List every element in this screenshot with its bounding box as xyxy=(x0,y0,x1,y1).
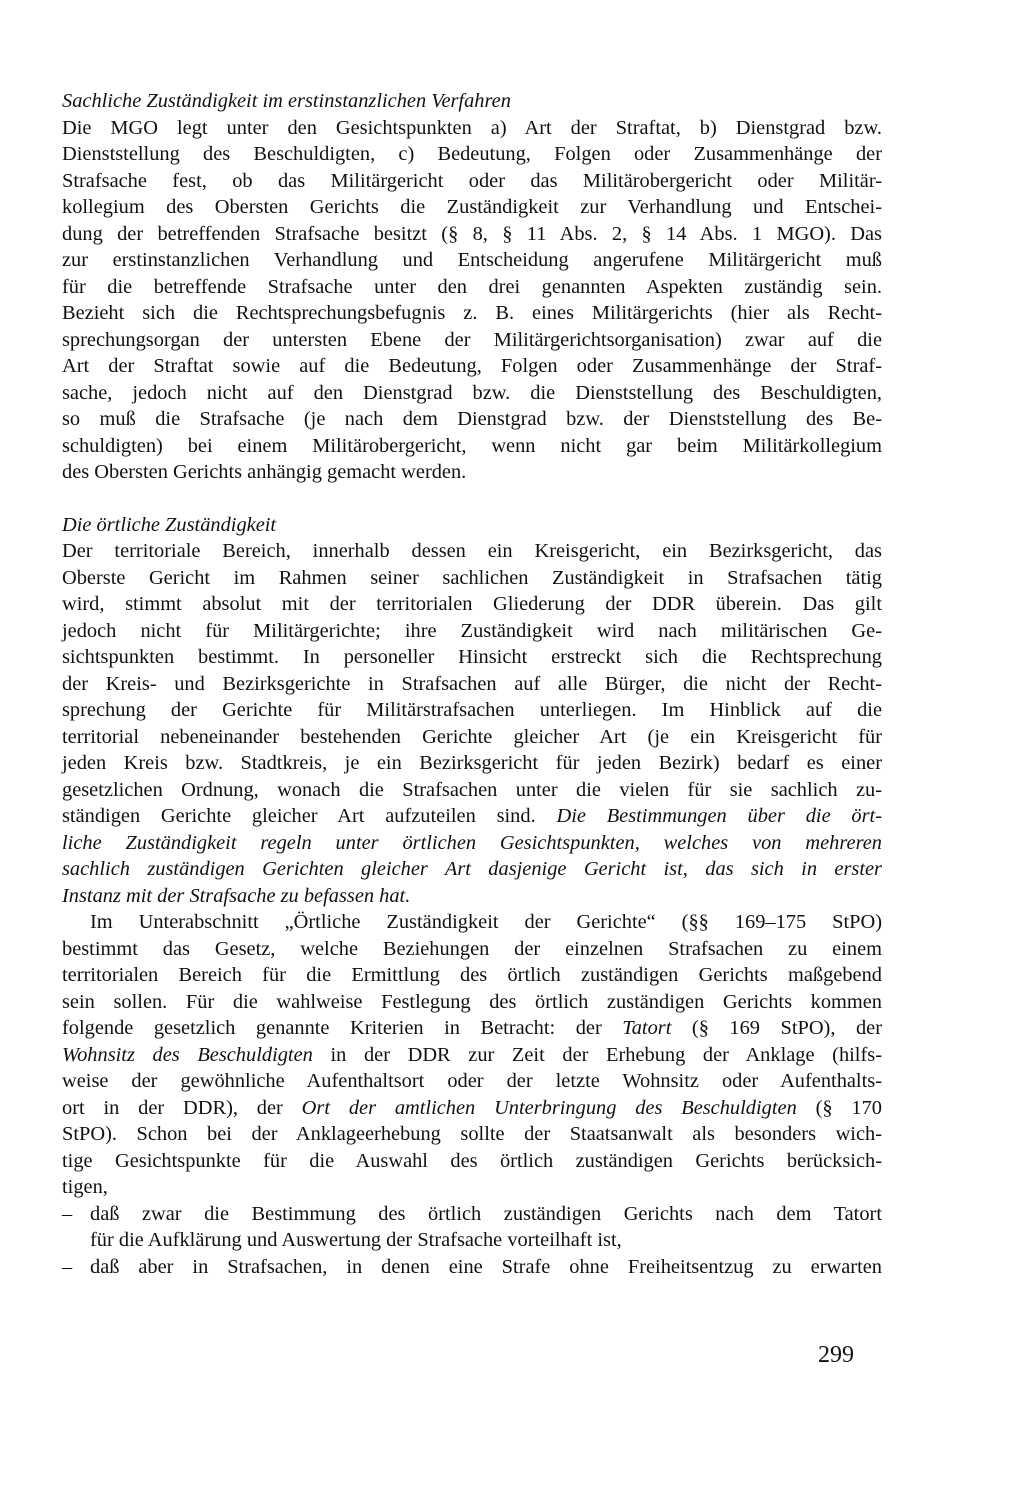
paragraph-line: territorial nebeneinander bestehenden Gerichte gleicher Art (je ein Kreisgericht für xyxy=(62,725,882,748)
paragraph-line: Strafsache fest, ob das Militärgericht oder das Militärobergericht oder Militär- xyxy=(62,169,882,192)
paragraph-line: Die MGO legt unter den Gesichtspunkten a) Art der Straftat, b) Dienstgrad bzw. xyxy=(62,116,882,139)
emphasis-text: Wohnsitz des Beschuldigten xyxy=(62,1043,313,1066)
paragraph-line: tige Gesichtspunkte für die Auswahl des örtlich zuständigen Gerichts berücksich- xyxy=(62,1149,882,1172)
paragraph-line: sprechung der Gerichte für Militärstrafsachen unterliegen. Im Hinblick auf die xyxy=(62,699,882,721)
emphasis-line: liche Zuständigkeit regeln unter örtlichen Gesichtspunkten, welches von mehreren xyxy=(62,831,882,854)
paragraph-line: sache, jedoch nicht auf den Dienstgrad bzw. die Dienststellung des Beschuldigten, xyxy=(62,381,882,404)
dash-list-item xyxy=(62,1254,882,1281)
plain-text: folgende gesetzlich genannte Kriterien in Betracht: der xyxy=(62,1017,623,1039)
page-body xyxy=(62,88,882,1280)
paragraph-line: schuldigten) bei einem Militärobergericht, wenn nicht gar beim Militärkollegium xyxy=(62,434,882,457)
section-heading-sachliche-zustaendigkeit: Sachliche Zuständigkeit im erstinstanzlichen Verfahren xyxy=(62,90,511,112)
paragraph-line: für die betreffende Strafsache unter den drei genannten Aspekten zuständig sein. xyxy=(62,275,882,298)
paragraph-line: bestimmt das Gesetz, welche Beziehungen der einzelnen Strafsachen zu einem xyxy=(62,937,882,960)
paragraph-line: sichtspunkten bestimmt. In personeller Hinsicht erstreckt sich die Rechtsprechung xyxy=(62,646,882,668)
emphasis-text: Ort der amtlichen Unterbringung des Beschuldigten xyxy=(301,1096,797,1119)
paragraph-line: jedoch nicht für Militärgerichte; ihre Zuständigkeit wird nach militärischen Ge- xyxy=(62,619,882,642)
paragraph-line: tigen, xyxy=(62,1176,108,1198)
paragraph-line: gesetzlichen Ordnung, wonach die Strafsachen unter die vielen für sie sachlich zu- xyxy=(62,778,882,801)
paragraph-line: Oberste Gericht im Rahmen seiner sachlichen Zuständigkeit in Strafsachen tätig xyxy=(62,566,882,589)
paragraph-line-mixed xyxy=(62,1015,882,1042)
plain-text: ständigen Gerichte gleicher Art aufzuteilen sind. xyxy=(62,805,557,827)
paragraph-line: dung der betreffenden Strafsache besitzt (§ 8, § 11 Abs. 2, § 14 Abs. 1 MGO). Das xyxy=(62,222,882,245)
emphasis-line: Instanz mit der Strafsache zu befassen hat. xyxy=(62,884,411,907)
section-heading-oertliche-zustaendigkeit: Die örtliche Zuständigkeit xyxy=(62,513,277,536)
list-item-text: daß aber in Strafsachen, in denen eine Strafe ohne Freiheitsentzug zu erwarten xyxy=(90,1255,882,1278)
paragraph-line: so muß die Strafsache (je nach dem Dienstgrad bzw. der Dienststellung des Be- xyxy=(62,408,882,430)
emphasis-line: sachlich zuständigen Gerichten gleicher Art dasjenige Gericht ist, das sich in erster xyxy=(62,858,882,880)
paragraph-line: zur erstinstanzlichen Verhandlung und Entscheidung angerufene Militärgericht muß xyxy=(62,249,882,271)
paragraph-line: Der territoriale Bereich, innerhalb dessen ein Kreisgericht, ein Bezirksgericht, das xyxy=(62,540,882,562)
list-item-text: daß zwar die Bestimmung des örtlich zuständigen Gerichts nach dem Tatort xyxy=(90,1202,882,1225)
list-item-continuation: für die Aufklärung und Auswertung der Strafsache vorteilhaft ist, xyxy=(90,1229,622,1251)
plain-text: (§ 170 xyxy=(796,1096,882,1119)
page-number: 299 xyxy=(818,1342,854,1368)
paragraph-line: Dienststellung des Beschuldigten, c) Bedeutung, Folgen oder Zusammenhänge der xyxy=(62,143,882,165)
emphasis-text: Tatort xyxy=(622,1017,672,1039)
emphasis-text: Die Bestimmungen über die ört- xyxy=(556,805,882,827)
paragraph-line-mixed xyxy=(62,803,882,830)
paragraph-line-mixed xyxy=(62,1095,882,1122)
paragraph-line: territorialen Bereich für die Ermittlung des örtlich zuständigen Gerichts maßgebend xyxy=(62,964,882,986)
paragraph-line-mixed xyxy=(62,1042,882,1069)
plain-text: (§ 169 StPO), der xyxy=(671,1017,882,1039)
paragraph-line: weise der gewöhnliche Aufenthaltsort oder der letzte Wohnsitz oder Aufenthalts- xyxy=(62,1070,882,1092)
plain-text: in der DDR zur Zeit der Erhebung der Anklage (hilfs- xyxy=(312,1043,882,1066)
paragraph-line: StPO). Schon bei der Anklageerhebung sollte der Staatsanwalt als besonders wich- xyxy=(62,1123,882,1145)
dash-bullet: – xyxy=(62,1202,73,1225)
plain-text: ort in der DDR), der xyxy=(62,1096,302,1119)
paragraph-line: sprechungsorgan der untersten Ebene der Militärgerichtsorganisation) zwar auf die xyxy=(62,328,882,351)
paragraph-line: sein sollen. Für die wahlweise Festlegung des örtlich zuständigen Gerichts kommen xyxy=(62,990,882,1013)
paragraph-line: kollegium des Obersten Gerichts die Zuständigkeit zur Verhandlung und Entschei- xyxy=(62,196,882,218)
paragraph-line: jeden Kreis bzw. Stadtkreis, je ein Bezirksgericht für jeden Bezirk) bedarf es einer xyxy=(62,752,882,774)
section-gap xyxy=(62,486,882,512)
paragraph-line: Im Unterabschnitt „Örtliche Zuständigkeit der Gerichte“ (§§ 169–175 StPO) xyxy=(90,911,882,933)
dash-bullet: – xyxy=(62,1255,73,1278)
paragraph-line: der Kreis- und Bezirksgerichte in Strafsachen auf alle Bürger, die nicht der Recht- xyxy=(62,672,882,695)
paragraph-line: wird, stimmt absolut mit der territorialen Gliederung der DDR überein. Das gilt xyxy=(62,593,882,615)
dash-list-item xyxy=(62,1201,882,1228)
paragraph-line: des Obersten Gerichts anhängig gemacht werden. xyxy=(62,461,467,483)
paragraph-line: Art der Straftat sowie auf die Bedeutung, Folgen oder Zusammenhänge der Straf- xyxy=(62,355,882,377)
paragraph-line: Bezieht sich die Rechtsprechungsbefugnis z. B. eines Militärgerichts (hier als Recht- xyxy=(62,302,882,324)
